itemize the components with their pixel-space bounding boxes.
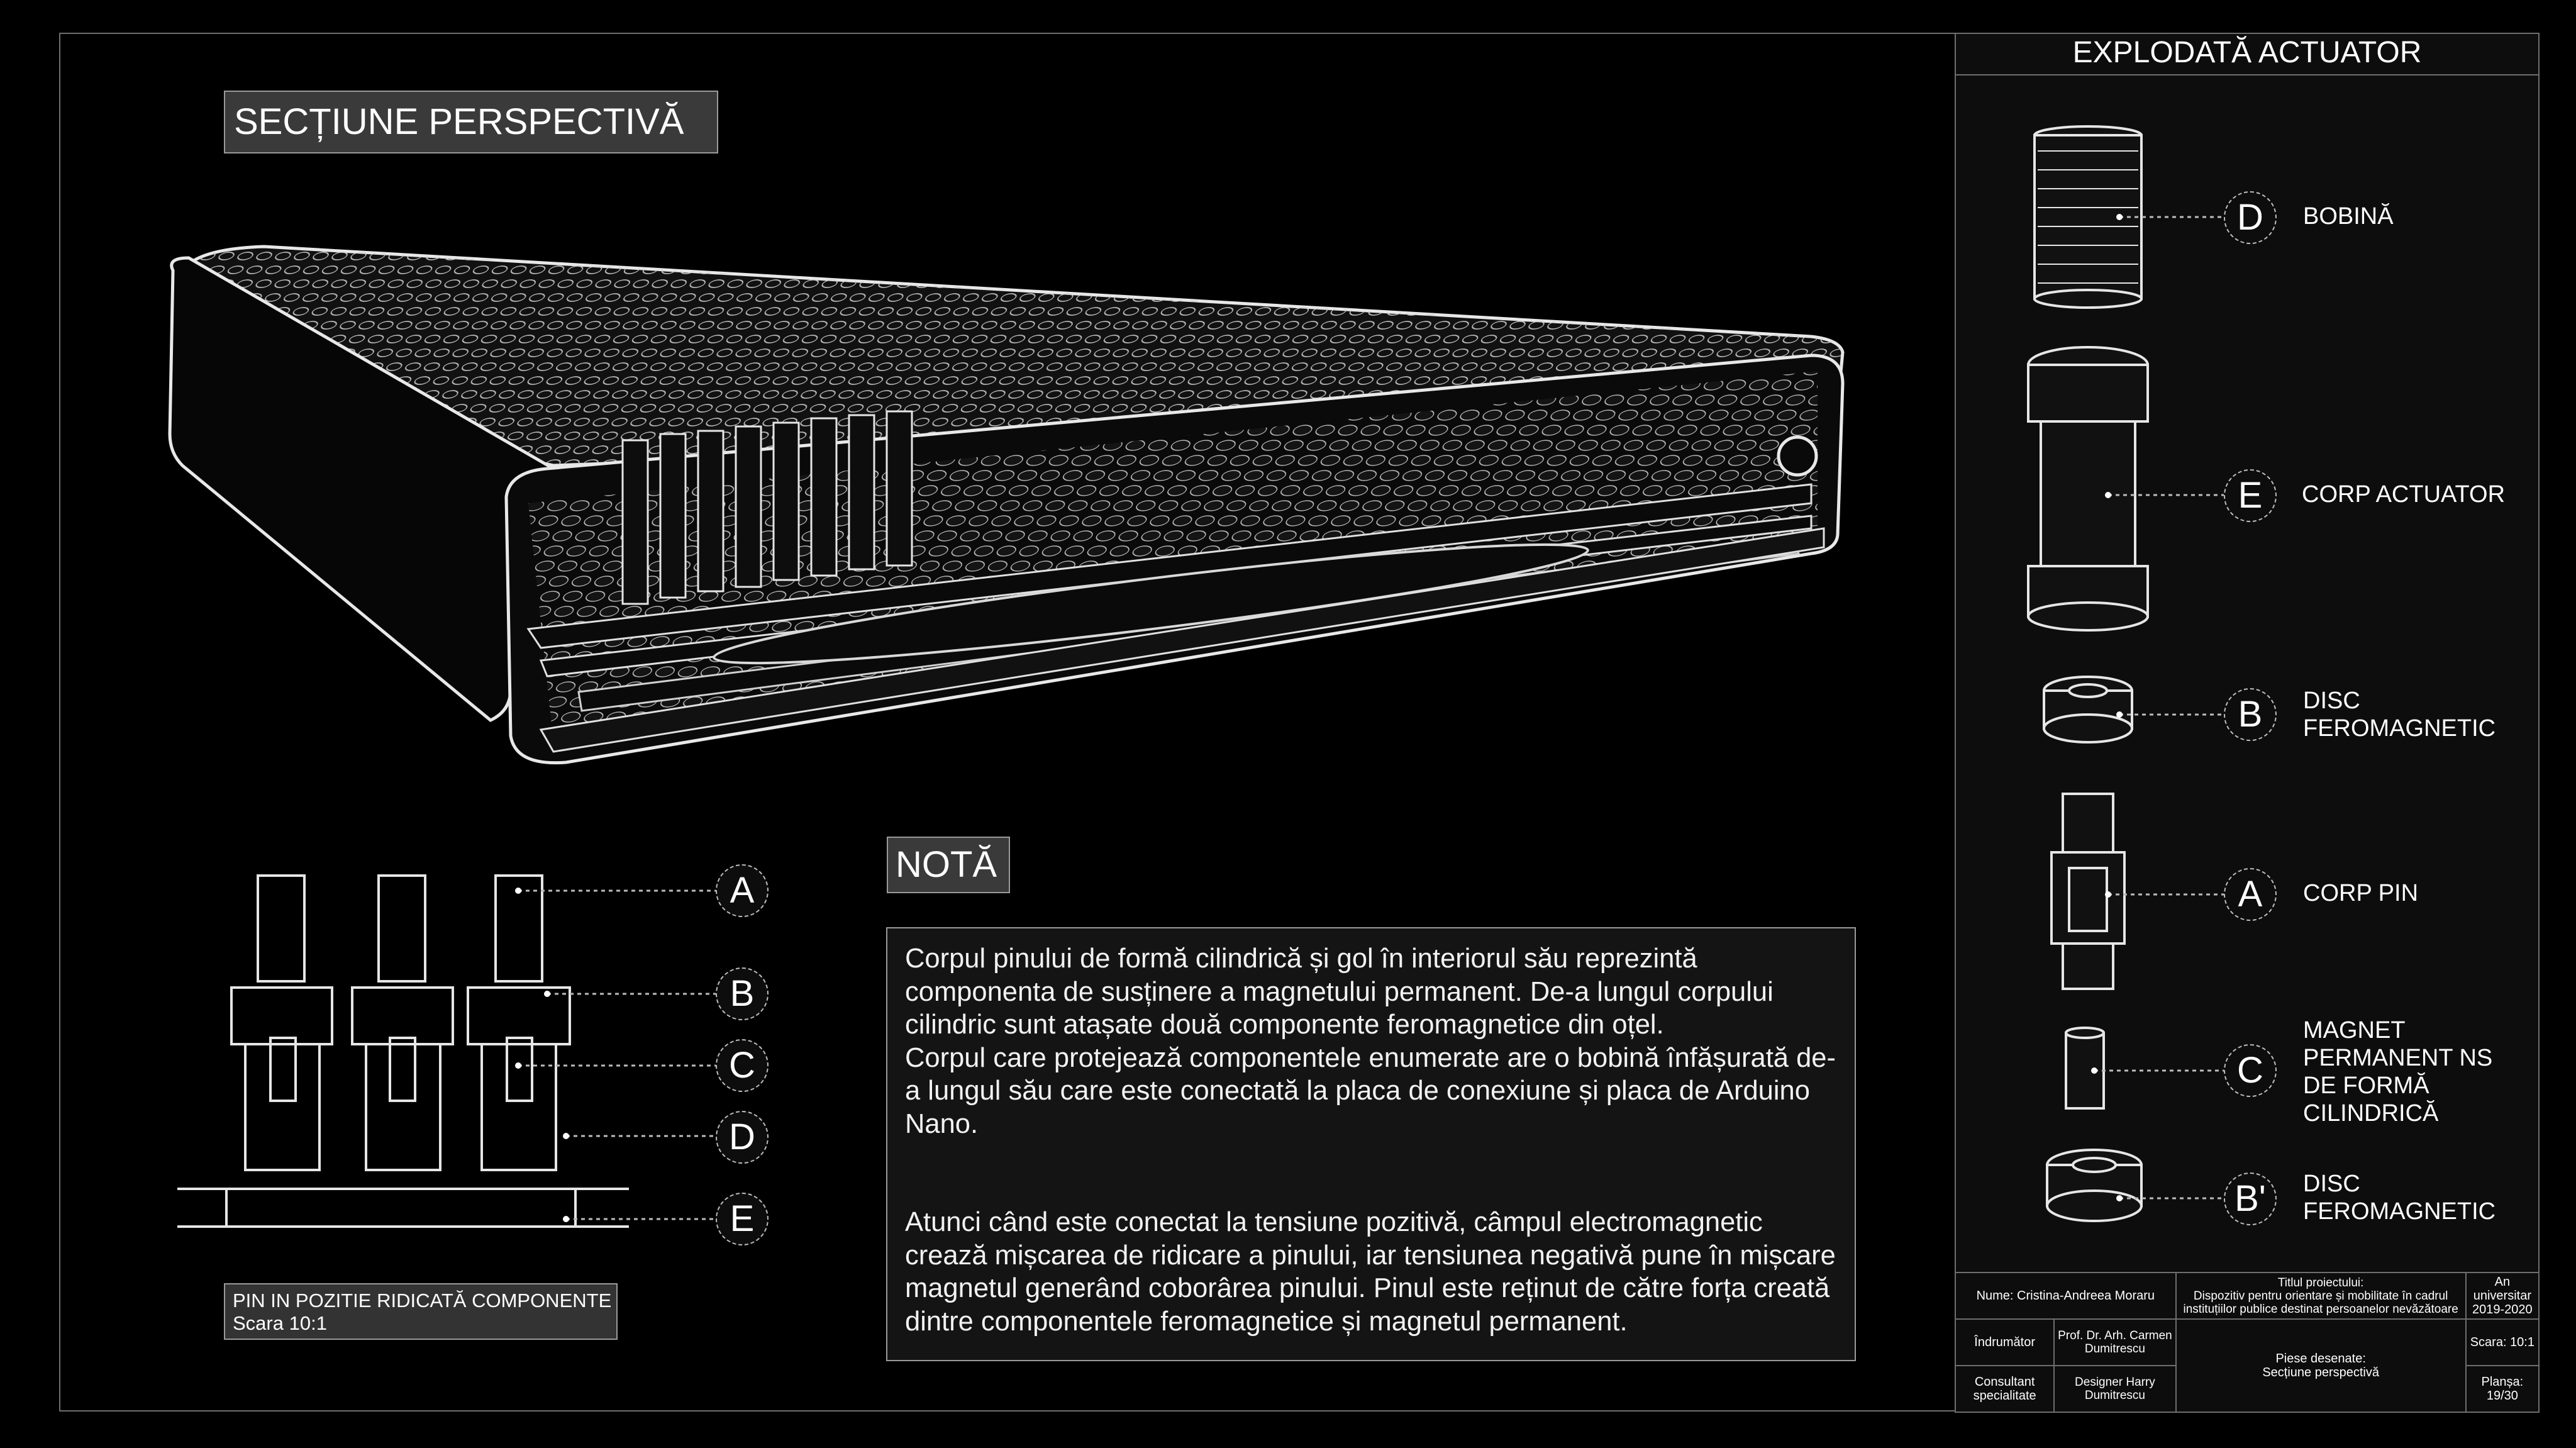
tb-drawings: Piese desenate: Secțiune perspectivă: [2176, 1319, 2466, 1412]
section-title: SECȚIUNE PERSPECTIVĂ: [224, 91, 718, 153]
note-paragraph-1: Corpul pinului de formă cilindrică și gol în interiorul său reprezintă componenta de susținere a magnetului permanent. De-a lungul corpului cilindric sunt atașate două componente feromagnetice din oțel. Corpul care protejează componentele enumerate are o bobină înfășurată de-a lungul său care este conectată la placa de conexiune și placa de Arduino Nano.: [905, 944, 1836, 1139]
exploded-marker-e: E: [2224, 469, 2277, 522]
exploded-label-disc-2: DISC FEROMAGNETIC: [2303, 1171, 2496, 1225]
title-block: [1955, 1272, 2540, 1412]
marker-c: C: [716, 1039, 769, 1092]
exploded-label-disc: DISC FEROMAGNETIC: [2303, 688, 2496, 742]
note-paragraph-2: Atunci când este conectat la tensiune pozitivă, câmpul electromagnetic crează mișcarea de ridicare a pinului, iar tensiunea negativă pune în mișcare magnetul generând coborârea pinului. Pinul este reținut de către forța creată dintre componentele feromagnetice și magnetul permanent.: [905, 1207, 1836, 1337]
exploded-marker-b-prime: B': [2224, 1172, 2277, 1225]
tb-coordinator-label: Îndrumător: [1955, 1319, 2054, 1366]
caption-title: PIN IN POZITIE RIDICATĂ COMPONENTE: [233, 1289, 612, 1312]
exploded-label-body: CORP ACTUATOR: [2302, 481, 2506, 508]
exploded-label-pin: CORP PIN: [2303, 880, 2419, 906]
tb-sheet: Planșa: 19/30: [2466, 1366, 2539, 1412]
tb-name: Nume: Cristina-Andreea Moraru: [1955, 1273, 2176, 1319]
exploded-label-coil: BOBINĂ: [2303, 203, 2394, 230]
tb-designer: Designer Harry Dumitrescu: [2054, 1366, 2175, 1412]
exploded-label-magnet: MAGNET PERMANENT NS DE FORMĂ CILINDRICĂ: [2303, 1017, 2493, 1127]
marker-e: E: [716, 1193, 769, 1245]
tb-consultant: Consultant specialitate: [1955, 1366, 2054, 1412]
marker-d: D: [716, 1111, 769, 1164]
note-title: NOTĂ: [887, 837, 1010, 893]
tb-coordinator: Prof. Dr. Arh. Carmen Dumitrescu: [2054, 1319, 2175, 1366]
caption-scale: Scara 10:1: [233, 1312, 327, 1334]
exploded-marker-b: B: [2224, 688, 2277, 741]
tb-scale: Scara: 10:1: [2466, 1319, 2539, 1366]
tb-year: An universitar 2019-2020: [2466, 1273, 2539, 1319]
exploded-marker-d: D: [2224, 191, 2277, 244]
marker-b: B: [716, 967, 769, 1020]
tb-project-title: Titlul proiectului: Dispozitiv pentru orientare și mobilitate în cadrul instituțiilor publice destinat persoanelor nevăzătoare: [2176, 1273, 2466, 1319]
exploded-title: EXPLODATĂ ACTUATOR: [1955, 33, 2540, 75]
exploded-marker-a: A: [2224, 868, 2277, 921]
exploded-marker-c: C: [2224, 1044, 2277, 1097]
marker-a: A: [716, 864, 769, 917]
